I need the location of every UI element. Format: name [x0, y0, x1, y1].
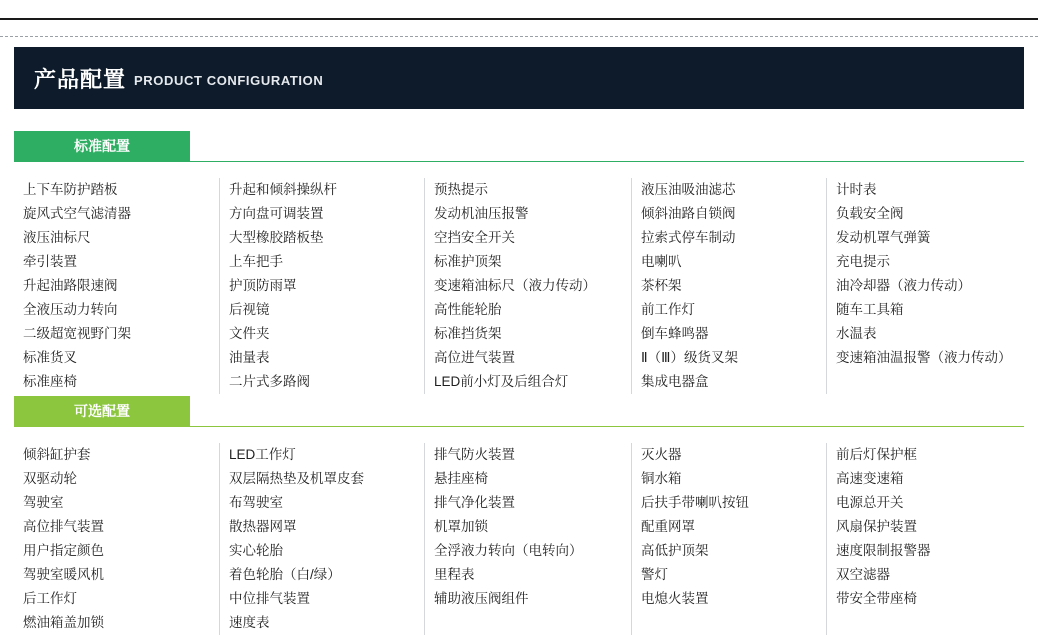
list-item: 水温表	[836, 326, 877, 341]
list-item: 空挡安全开关	[434, 230, 515, 245]
list-item: 高速变速箱	[836, 471, 904, 486]
tab-standard-configuration[interactable]: 标准配置	[14, 131, 190, 161]
list-item: 标准挡货架	[434, 326, 502, 341]
list-item: 发动机油压报警	[434, 206, 529, 221]
list-item: 倾斜油路自锁阀	[641, 206, 736, 221]
list-item: 升起油路限速阀	[23, 278, 118, 293]
optional-column-2	[219, 443, 424, 635]
list-item: Ⅱ（Ⅲ）级货叉架	[641, 350, 738, 365]
list-item: 标准座椅	[23, 374, 77, 389]
tab-optional-configuration[interactable]: 可选配置	[14, 396, 190, 426]
list-item: 速度表	[229, 615, 270, 630]
dashed-divider	[0, 36, 1038, 37]
standard-column-5	[826, 178, 1024, 394]
section-standard-configuration	[14, 131, 1024, 394]
list-item: 拉索式停车制动	[641, 230, 736, 245]
list-item: 双空滤器	[836, 567, 890, 582]
list-item: 液压油标尺	[23, 230, 91, 245]
list-item: 机罩加锁	[434, 519, 488, 534]
list-item: 全液压动力转向	[23, 302, 118, 317]
list-item: 文件夹	[229, 326, 270, 341]
list-item: 散热器网罩	[229, 519, 297, 534]
list-item: 高性能轮胎	[434, 302, 502, 317]
list-item: 驾驶室	[23, 495, 64, 510]
list-item: 牵引装置	[23, 254, 77, 269]
list-item: 后视镜	[229, 302, 270, 317]
list-item: 后工作灯	[23, 591, 77, 606]
list-item: 警灯	[641, 567, 668, 582]
list-item: 集成电器盒	[641, 374, 709, 389]
list-item: 升起和倾斜操纵杆	[229, 182, 337, 197]
optional-column-3	[424, 443, 631, 635]
list-item: 倾斜缸护套	[23, 447, 91, 462]
list-item: 中位排气装置	[229, 591, 310, 606]
list-item: 计时表	[836, 182, 877, 197]
top-rule-divider	[0, 18, 1038, 20]
page-title-band	[14, 47, 1024, 109]
page-title-cn: 产品配置	[34, 66, 127, 92]
list-item: LED工作灯	[229, 447, 296, 462]
standard-column-3	[424, 178, 631, 394]
list-item: 用户指定颜色	[23, 543, 104, 558]
standard-column-4	[631, 178, 826, 394]
list-item: 电源总开关	[836, 495, 904, 510]
list-item: 着色轮胎（白/绿）	[229, 567, 341, 582]
standard-config-grid	[14, 178, 1024, 394]
list-item: 液压油吸油滤芯	[641, 182, 736, 197]
list-item: 上车把手	[229, 254, 283, 269]
list-item: 变速箱油标尺（液力传动）	[434, 278, 596, 293]
list-item: 随车工具箱	[836, 302, 904, 317]
list-item: 油冷却器（液力传动）	[836, 278, 971, 293]
list-item: 旋风式空气滤清器	[23, 206, 131, 221]
list-item: 里程表	[434, 567, 475, 582]
optional-column-4	[631, 443, 826, 635]
standard-column-1	[14, 178, 219, 394]
optional-column-1	[14, 443, 219, 635]
list-item: 发动机罩气弹簧	[836, 230, 931, 245]
list-item: 布驾驶室	[229, 495, 283, 510]
list-item: 变速箱油温报警（液力传动）	[836, 350, 1012, 365]
list-item: 电喇叭	[641, 254, 682, 269]
list-item: 双驱动轮	[23, 471, 77, 486]
tab-row-optional	[14, 396, 1024, 426]
list-item: 全浮液力转向（电转向）	[434, 543, 583, 558]
list-item: 灭火器	[641, 447, 682, 462]
optional-config-grid	[14, 443, 1024, 635]
list-item: 双层隔热垫及机罩皮套	[229, 471, 364, 486]
list-item: 辅助液压阀组件	[434, 591, 529, 606]
list-item: 前后灯保护框	[836, 447, 917, 462]
list-item: 速度限制报警器	[836, 543, 931, 558]
tab-underline-standard	[14, 161, 1024, 162]
standard-column-2	[219, 178, 424, 394]
list-item: 高位排气装置	[23, 519, 104, 534]
tab-underline-optional	[14, 426, 1024, 427]
page-title-en: PRODUCT CONFIGURATION	[134, 72, 324, 88]
list-item: 前工作灯	[641, 302, 695, 317]
list-item: 油量表	[229, 350, 270, 365]
list-item: 电熄火装置	[641, 591, 709, 606]
list-item: 燃油箱盖加锁	[23, 615, 104, 630]
list-item: LED前小灯及后组合灯	[434, 374, 569, 389]
list-item: 方向盘可调装置	[229, 206, 324, 221]
list-item: 铜水箱	[641, 471, 682, 486]
list-item: 二片式多路阀	[229, 374, 310, 389]
list-item: 排气净化装置	[434, 495, 515, 510]
list-item: 标准护顶架	[434, 254, 502, 269]
optional-column-5	[826, 443, 1024, 635]
list-item: 风扇保护装置	[836, 519, 917, 534]
list-item: 带安全带座椅	[836, 591, 917, 606]
list-item: 负载安全阀	[836, 206, 904, 221]
list-item: 配重网罩	[641, 519, 695, 534]
list-item: 茶杯架	[641, 278, 682, 293]
list-item: 排气防火装置	[434, 447, 515, 462]
list-item: 上下车防护踏板	[23, 182, 118, 197]
list-item: 后扶手带喇叭按钮	[641, 495, 749, 510]
list-item: 护顶防雨罩	[229, 278, 297, 293]
tab-row-standard	[14, 131, 1024, 161]
list-item: 实心轮胎	[229, 543, 283, 558]
list-item: 大型橡胶踏板垫	[229, 230, 324, 245]
list-item: 高低护顶架	[641, 543, 709, 558]
list-item: 充电提示	[836, 254, 890, 269]
section-optional-configuration	[14, 396, 1024, 635]
list-item: 倒车蜂鸣器	[641, 326, 709, 341]
list-item: 标准货叉	[23, 350, 77, 365]
list-item: 悬挂座椅	[434, 471, 488, 486]
list-item: 高位进气装置	[434, 350, 515, 365]
list-item: 二级超宽视野门架	[23, 326, 131, 341]
list-item: 驾驶室暖风机	[23, 567, 104, 582]
list-item: 预热提示	[434, 182, 488, 197]
